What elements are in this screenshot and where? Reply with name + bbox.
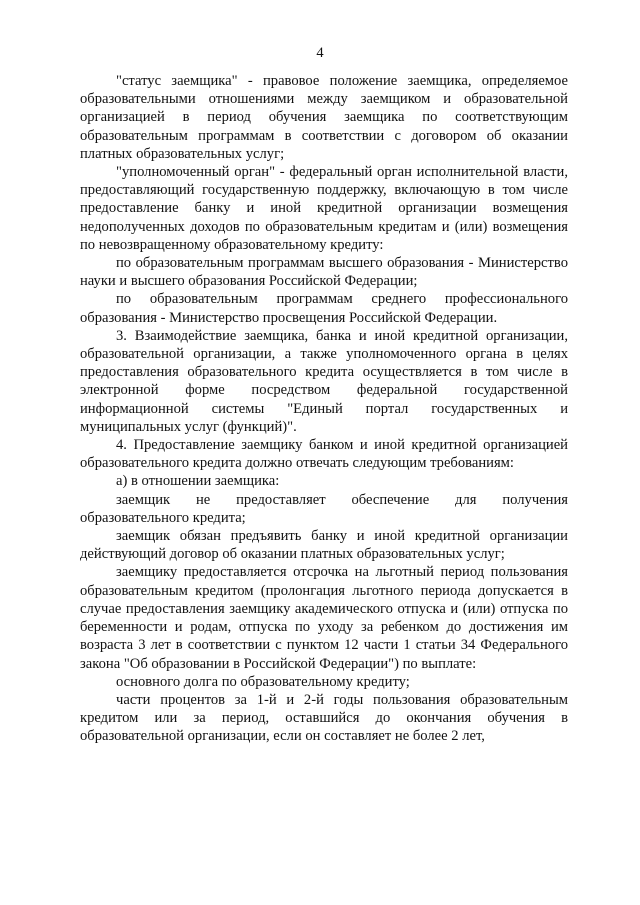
requirement-grace-period: заемщику предоставляется отсрочка на льготный период пользования образовательным кредитом (пролонгация льготного периода допускается в случае предоставления заемщику академического отпуска и (или) отпуска по беременности и родам, отпуска по уходу за ребенком до достижения им возраста 3 лет в соответствии с пунктом 12 части 1 статьи 34 Федерального закона "Об образовании в Российской Федерации") по выплате:	[80, 564, 568, 672]
authorized-body-higher-education: по образовательным программам высшего образования - Министерство науки и высшего образования Российской Федерации;	[80, 255, 568, 290]
grace-interest-part: части процентов за 1-й и 2-й годы пользования образовательным кредитом или за период, оставшийся до окончания обучения в образовательной организации, если он составляет не более 2 лет,	[80, 691, 568, 745]
document-body	[80, 72, 568, 746]
grace-principal-debt: основного долга по образовательному кредиту;	[116, 673, 410, 690]
definition-borrower-status: "статус заемщика" - правовое положение заемщика, определяемое образовательными отношениями между заемщиком и образовательной организацией в период обучения заемщика по соответствующим образовательным программам в соответствии с договором об оказании платных образовательных услуг;	[80, 73, 568, 162]
clause-3-interaction: 3. Взаимодействие заемщика, банка и иной кредитной организации, образовательной организации, а также уполномоченного органа в целях предоставления образовательного кредита осуществляется в том числе в электронной форме посредством федеральной государственной информационной системы "Единый портал государственных и муниципальных услуг (функций)".	[80, 327, 568, 435]
page-number: 4	[316, 45, 324, 61]
clause-4-requirements: 4. Предоставление заемщику банком и иной кредитной организацией образовательного кредита должно отвечать следующим требованиям:	[80, 437, 568, 472]
definition-authorized-body: "уполномоченный орган" - федеральный орган исполнительной власти, предоставляющий государственную поддержку, включающую в том числе предоставление банку и иной кредитной организации возмещения недополученных доходов по образовательным кредитам и (или) возмещения по невозвращенному образовательному кредиту:	[80, 164, 568, 253]
requirement-present-contract: заемщик обязан предъявить банку и иной кредитной организации действующий договор об оказании платных образовательных услуг;	[80, 528, 568, 563]
requirement-no-collateral: заемщик не предоставляет обеспечение для получения образовательного кредита;	[80, 491, 568, 526]
authorized-body-vocational-education: по образовательным программам среднего профессионального образования - Министерство просвещения Российской Федерации.	[80, 291, 568, 326]
subclause-a-heading: а) в отношении заемщика:	[116, 473, 280, 490]
